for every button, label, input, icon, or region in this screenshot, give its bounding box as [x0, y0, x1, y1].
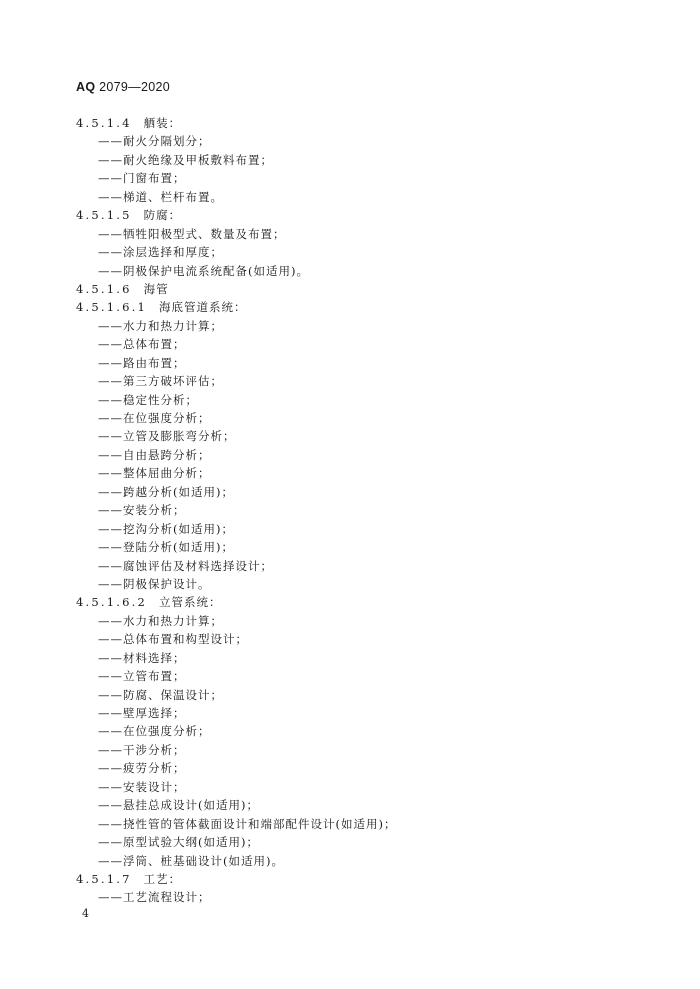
line-text: ——工艺流程设计； [98, 890, 211, 905]
line-text: 海管 [143, 281, 169, 296]
line-text: ——耐火分隔划分； [98, 134, 211, 149]
list-item [0, 354, 700, 372]
line-text: ——自由悬跨分析； [98, 447, 211, 462]
list-item [0, 243, 700, 261]
clause-heading [0, 593, 700, 611]
list-item [0, 427, 700, 445]
list-item [0, 409, 700, 427]
line-text: ——在位强度分析； [98, 724, 211, 739]
line-text: ——材料选择； [98, 650, 186, 665]
clause-number: 4.5.1.5 [76, 208, 132, 223]
line-text: ——安装设计； [98, 779, 186, 794]
line-text: 立管系统： [159, 595, 222, 610]
line-text: ——防腐、保温设计； [98, 687, 223, 702]
list-item [0, 391, 700, 409]
line-text: ——跨越分析(如适用)； [98, 484, 234, 499]
clause-number: 4.5.1.6.2 [76, 595, 148, 610]
list-item [0, 538, 700, 556]
line-text: ——涂层选择和厚度； [98, 245, 223, 260]
line-text: 工艺： [143, 871, 182, 886]
document-body [0, 114, 700, 907]
list-item [0, 132, 700, 150]
list-item [0, 649, 700, 667]
list-item [0, 151, 700, 169]
list-item [0, 335, 700, 353]
standard-number: 2079—2020 [99, 80, 170, 94]
line-text: ——挠性管的管体截面设计和端部配件设计(如适用)； [98, 816, 397, 831]
line-text: ——阴极保护设计。 [98, 576, 211, 591]
list-item [0, 796, 700, 814]
list-item [0, 169, 700, 187]
line-text: ——在位强度分析； [98, 411, 211, 425]
line-text: ——牺牲阳极型式、数量及布置； [98, 226, 286, 241]
document-header [76, 80, 170, 94]
list-item [0, 464, 700, 482]
line-text: ——总体布置； [98, 337, 186, 352]
list-item [0, 778, 700, 796]
list-item [0, 317, 700, 335]
list-item [0, 852, 700, 870]
line-text: ——挖沟分析(如适用)； [98, 521, 234, 536]
page-number: 4 [82, 907, 89, 920]
line-text: ——悬挂总成设计(如适用)； [98, 798, 259, 813]
clause-heading [0, 114, 700, 132]
line-text: ——第三方破坏评估； [98, 374, 223, 389]
list-item [0, 575, 700, 593]
list-item [0, 667, 700, 685]
list-item [0, 741, 700, 759]
line-text: ——登陆分析(如适用)； [98, 540, 234, 555]
list-item [0, 759, 700, 777]
line-text: ——壁厚选择； [98, 706, 186, 720]
list-item [0, 815, 700, 833]
clause-number: 4.5.1.6.1 [76, 300, 148, 315]
line-text: ——水力和热力计算； [98, 318, 223, 333]
line-text: ——浮筒、桩基础设计(如适用)。 [98, 853, 284, 868]
line-text: ——干涉分析； [98, 742, 186, 757]
list-item [0, 888, 700, 906]
line-text: ——门窗布置； [98, 171, 186, 186]
line-text: ——原型试验大纲(如适用)； [98, 835, 259, 850]
line-text: ——腐蚀评估及材料选择设计； [98, 558, 273, 573]
clause-heading [0, 870, 700, 888]
list-item [0, 188, 700, 206]
list-item [0, 686, 700, 704]
list-item [0, 630, 700, 648]
line-text: ——立管及膨胀弯分析； [98, 429, 236, 444]
list-item [0, 557, 700, 575]
clause-number: 4.5.1.7 [76, 871, 132, 886]
list-item [0, 722, 700, 740]
clause-number: 4.5.1.6 [76, 281, 132, 296]
list-item [0, 704, 700, 722]
line-text: ——稳定性分析； [98, 392, 198, 407]
list-item [0, 501, 700, 519]
line-text: ——疲劳分析； [98, 761, 186, 776]
line-text: ——阴极保护电流系统配备(如适用)。 [98, 263, 309, 278]
line-text: ——梯道、栏杆布置。 [98, 189, 223, 204]
line-text: ——水力和热力计算； [98, 613, 223, 628]
line-text: ——耐火绝缘及甲板敷料布置； [98, 152, 273, 167]
clause-number: 4.5.1.4 [76, 116, 132, 130]
line-text: ——安装分析； [98, 503, 186, 518]
line-text: 防腐： [143, 208, 182, 223]
list-item [0, 520, 700, 538]
list-item [0, 483, 700, 501]
list-item [0, 372, 700, 390]
line-text: ——总体布置和构型设计； [98, 632, 248, 647]
line-text: ——立管布置； [98, 669, 186, 684]
list-item [0, 833, 700, 851]
list-item [0, 612, 700, 630]
line-text: ——整体屈曲分析； [98, 466, 211, 481]
standard-code: AQ [76, 80, 96, 94]
clause-heading [0, 280, 700, 298]
clause-heading [0, 298, 700, 316]
line-text: ——路由布置； [98, 355, 186, 370]
list-item [0, 446, 700, 464]
line-text: 海底管道系统： [159, 300, 247, 315]
list-item [0, 262, 700, 280]
line-text: 舾装： [143, 116, 182, 130]
clause-heading [0, 206, 700, 224]
list-item [0, 225, 700, 243]
